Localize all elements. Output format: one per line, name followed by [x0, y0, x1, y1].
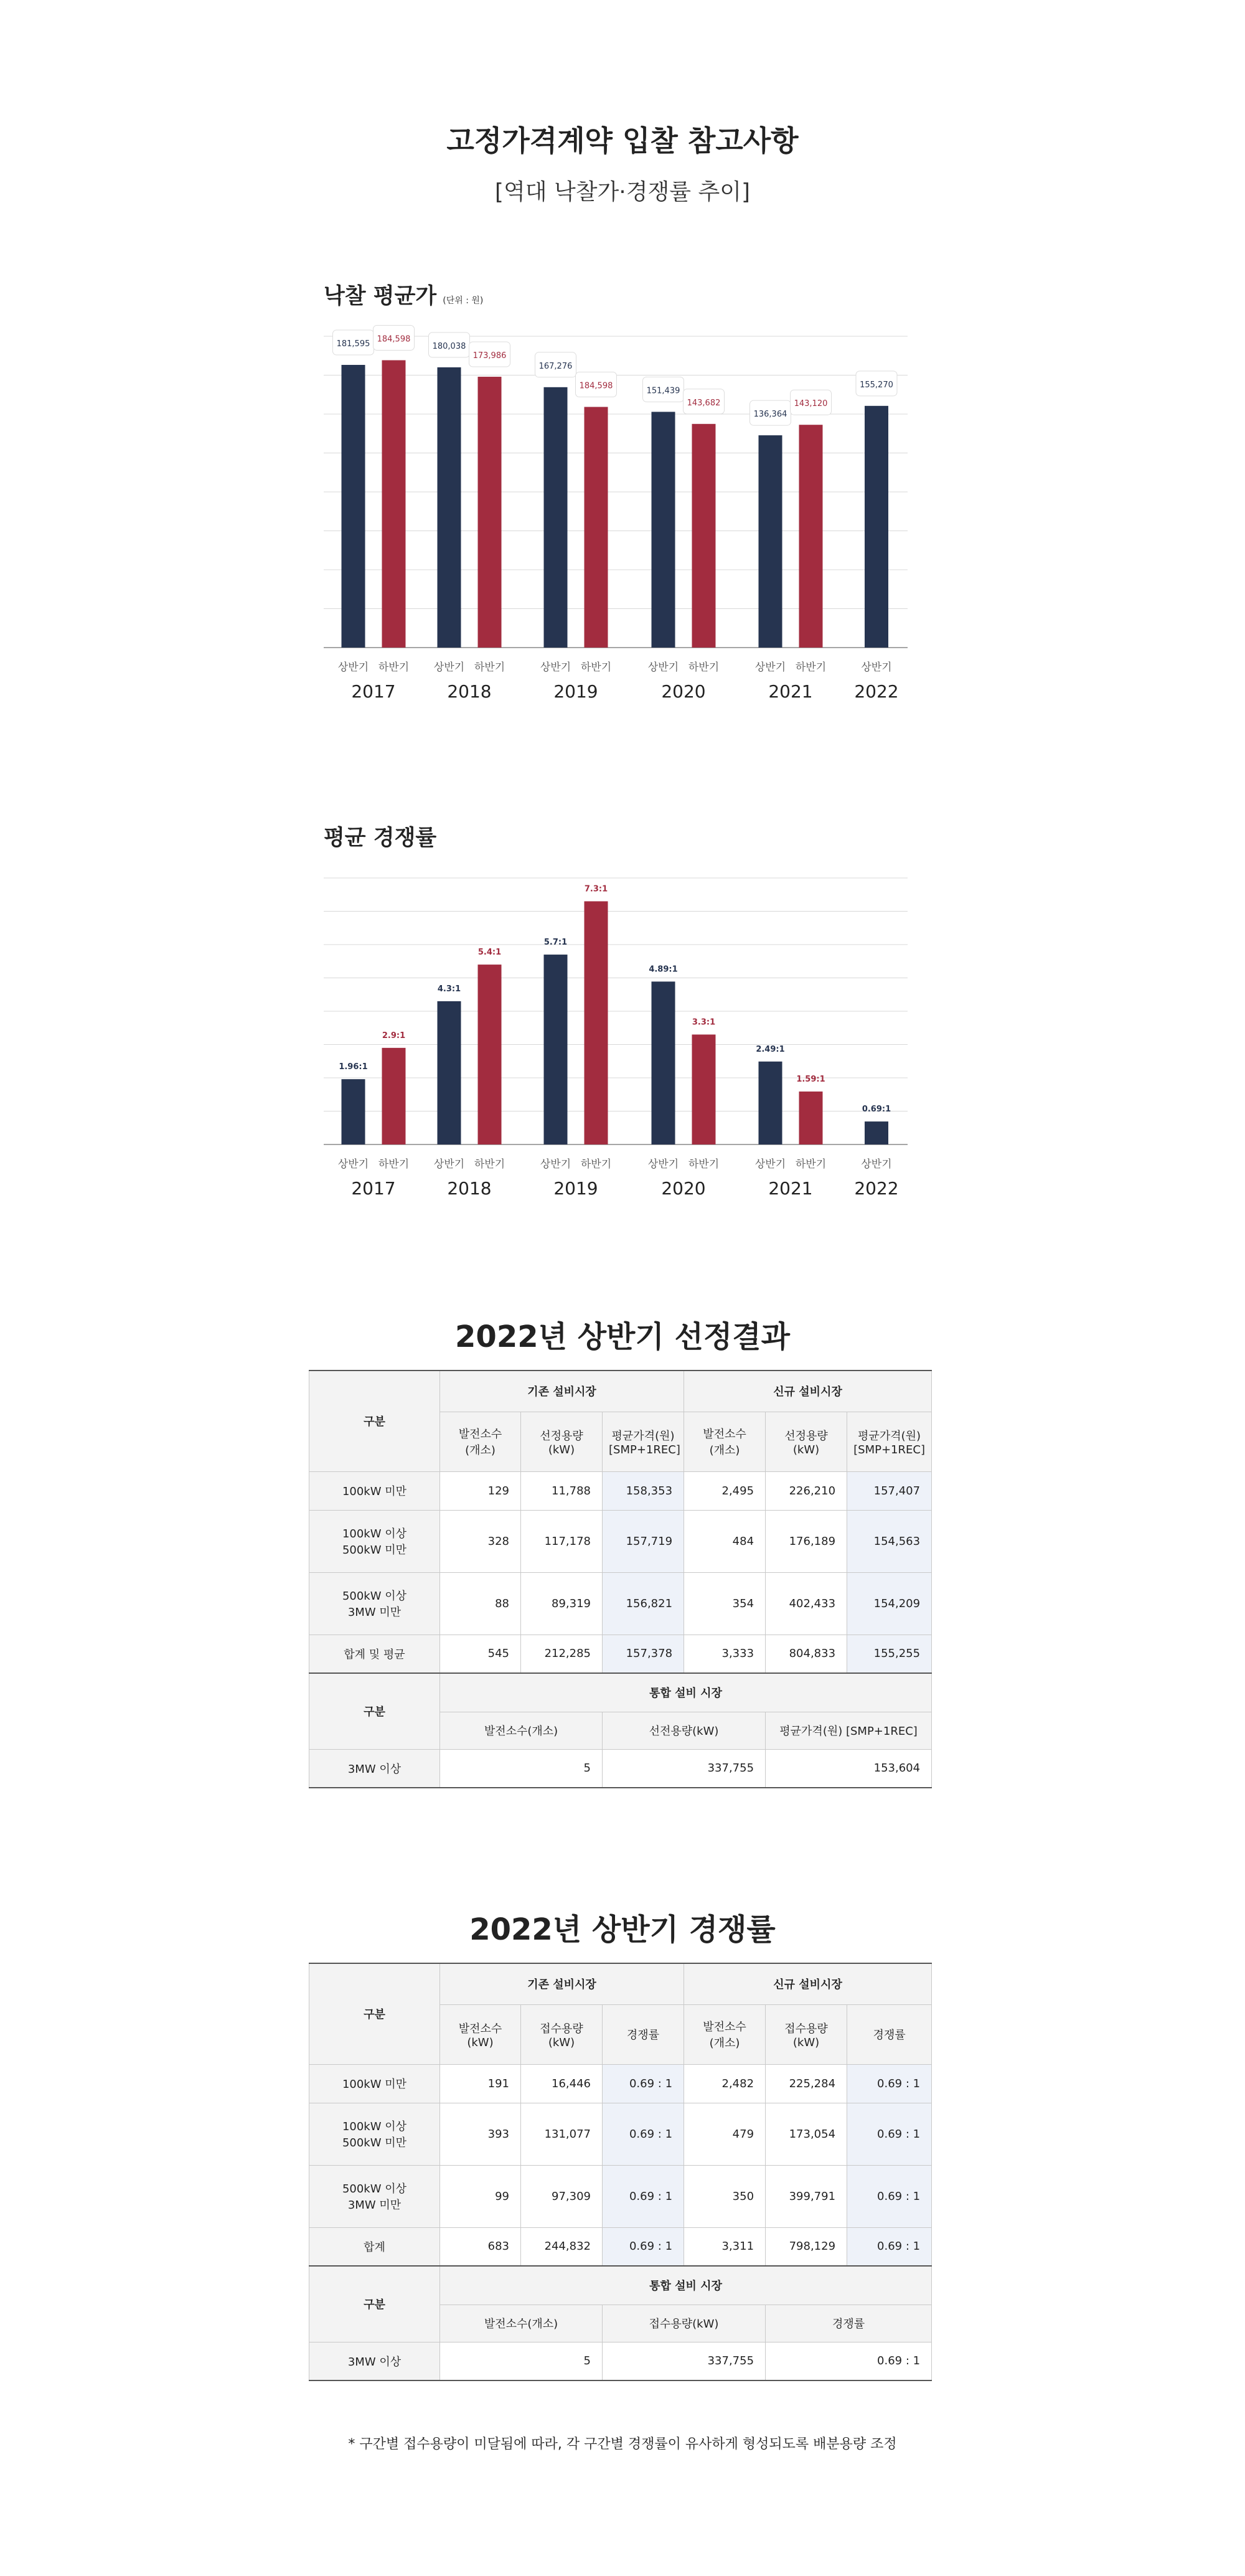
chart1-title: 낙찰 평균가 (단위 : 원): [324, 284, 484, 309]
row-label: 100kW 미만: [309, 2064, 440, 2103]
value-cell: 354: [684, 1572, 766, 1635]
half-tick-label: 하반기: [688, 661, 720, 674]
half-tick-label: 상반기: [433, 661, 465, 674]
year-tick-label: 2018: [447, 1178, 492, 1199]
chart2-title: 평균 경쟁률: [324, 826, 437, 851]
table-row: [309, 1635, 932, 1673]
table-row: [309, 2342, 932, 2380]
half-tick-label: 상반기: [647, 1158, 679, 1171]
value-cell: 3,311: [684, 2227, 766, 2266]
value-cell: 157,719: [603, 1510, 684, 1572]
half-tick-label: 상반기: [754, 661, 786, 674]
group-header-integrated: 통합 설비 시장: [440, 2266, 932, 2305]
data-label: 3.3:1: [692, 1017, 716, 1027]
value-cell: 244,832: [521, 2227, 603, 2266]
value-cell: 0.69 : 1: [847, 2103, 932, 2165]
value-cell: 402,433: [766, 1572, 847, 1635]
bar-2019-h2: [585, 407, 608, 648]
value-cell: 129: [440, 1471, 521, 1510]
bar-2019-h2: [585, 901, 608, 1144]
bar-2021-h2: [799, 425, 823, 648]
group-header-existing: 기존 설비시장: [440, 1371, 684, 1412]
value-cell: 328: [440, 1510, 521, 1572]
year-tick-label: 2021: [768, 1178, 813, 1199]
selection-result-table: [309, 1370, 932, 1788]
column-header: 평균가격(원) [SMP+1REC]: [847, 1412, 932, 1471]
half-tick-label: 상반기: [540, 661, 571, 674]
group-header-new: 신규 설비시장: [684, 1371, 932, 1412]
year-tick-label: 2017: [351, 1178, 396, 1199]
half-tick-label: 상반기: [433, 1158, 465, 1171]
group-header-new: 신규 설비시장: [684, 1963, 932, 2004]
bar-2020-h1: [652, 981, 675, 1144]
value-cell: 545: [440, 1635, 521, 1673]
half-tick-label: 하반기: [474, 661, 505, 674]
value-cell: 350: [684, 2165, 766, 2227]
chart1-unit: (단위 : 원): [443, 296, 484, 306]
value-cell: 117,178: [521, 1510, 603, 1572]
row-label: 합계: [309, 2227, 440, 2266]
data-label: 4.3:1: [437, 984, 461, 994]
data-label: 184,598: [377, 334, 411, 344]
value-cell: 0.69 : 1: [603, 2103, 684, 2165]
half-tick-label: 하반기: [474, 1158, 505, 1171]
half-tick-label: 상반기: [861, 1158, 892, 1171]
bar-2021-h1: [759, 435, 782, 648]
data-label: 2.9:1: [382, 1031, 406, 1040]
column-header: 선정용량 (kW): [521, 1412, 603, 1471]
row-label: 3MW 이상: [309, 1749, 440, 1788]
column-header: 발전소수(개소): [440, 1712, 603, 1749]
value-cell: 337,755: [603, 2342, 766, 2380]
bar-2018-h1: [438, 1001, 461, 1144]
value-cell: 157,378: [603, 1635, 684, 1673]
year-tick-label: 2020: [661, 1178, 706, 1199]
value-cell: 804,833: [766, 1635, 847, 1673]
bar-2019-h1: [544, 387, 568, 648]
page-title: 고정가격계약 입찰 참고사항: [446, 124, 799, 158]
row-label: 100kW 이상 500kW 미만: [309, 2103, 440, 2165]
page-subtitle: [역대 낙찰가·경쟁률 추이]: [494, 179, 751, 205]
table-row: [309, 1963, 932, 2004]
half-tick-label: 하반기: [378, 1158, 410, 1171]
value-cell: 16,446: [521, 2064, 603, 2103]
data-label: 136,364: [753, 410, 787, 420]
table-row: [309, 2165, 932, 2227]
value-cell: 3,333: [684, 1635, 766, 1673]
value-cell: 0.69 : 1: [603, 2064, 684, 2103]
value-cell: 191: [440, 2064, 521, 2103]
value-cell: 154,563: [847, 1510, 932, 1572]
value-cell: 154,209: [847, 1572, 932, 1635]
value-cell: 479: [684, 2103, 766, 2165]
bar-2019-h1: [544, 955, 568, 1144]
column-header: 평균가격(원) [SMP+1REC]: [766, 1712, 932, 1749]
row-label: 3MW 이상: [309, 2342, 440, 2380]
value-cell: 0.69 : 1: [847, 2227, 932, 2266]
bar-2022-h1: [865, 1121, 888, 1144]
column-header: 접수용량(kW): [603, 2305, 766, 2342]
year-tick-label: 2022: [854, 1178, 899, 1199]
value-cell: 153,604: [766, 1749, 932, 1788]
data-label: 1.59:1: [796, 1074, 825, 1084]
bar-2017-h1: [342, 365, 365, 648]
value-cell: 0.69 : 1: [847, 2165, 932, 2227]
bar-2017-h2: [382, 1048, 406, 1144]
value-cell: 99: [440, 2165, 521, 2227]
price-bar-chart: [0, 311, 1245, 716]
row-label: 100kW 이상 500kW 미만: [309, 1510, 440, 1572]
value-cell: 5: [440, 2342, 603, 2380]
value-cell: 89,319: [521, 1572, 603, 1635]
bar-2020-h1: [652, 412, 675, 648]
value-cell: 176,189: [766, 1510, 847, 1572]
bar-2017-h1: [342, 1079, 365, 1144]
half-tick-label: 하반기: [688, 1158, 720, 1171]
column-header: 경쟁률: [766, 2305, 932, 2342]
data-label: 151,439: [646, 386, 680, 396]
column-header: 선전용량(kW): [603, 1712, 766, 1749]
value-cell: 2,482: [684, 2064, 766, 2103]
data-label: 167,276: [538, 361, 573, 371]
value-cell: 155,255: [847, 1635, 932, 1673]
column-header: 발전소수(개소): [440, 2305, 603, 2342]
value-cell: 0.69 : 1: [766, 2342, 932, 2380]
bar-2022-h1: [865, 406, 888, 648]
year-tick-label: 2019: [553, 1178, 598, 1199]
data-label: 5.4:1: [477, 948, 502, 958]
row-label: 합계 및 평균: [309, 1635, 440, 1673]
data-label: 0.69:1: [862, 1105, 891, 1115]
column-header: 발전소수 (kW): [440, 2004, 521, 2064]
bar-2017-h2: [382, 361, 406, 648]
row-header: 구분: [309, 1371, 440, 1471]
value-cell: 393: [440, 2103, 521, 2165]
row-header: 구분: [309, 1963, 440, 2064]
row-label: 100kW 미만: [309, 1471, 440, 1510]
table-row: [309, 1749, 932, 1788]
value-cell: 157,407: [847, 1471, 932, 1510]
year-tick-label: 2018: [447, 681, 492, 702]
row-header: 구분: [309, 1673, 440, 1749]
half-tick-label: 상반기: [647, 661, 679, 674]
value-cell: 798,129: [766, 2227, 847, 2266]
value-cell: 484: [684, 1510, 766, 1572]
competition-bar-chart: [0, 859, 1245, 1214]
data-label: 7.3:1: [584, 884, 608, 894]
table-row: [309, 2103, 932, 2165]
half-tick-label: 상반기: [754, 1158, 786, 1171]
table-row: [309, 2266, 932, 2305]
half-tick-label: 하반기: [378, 661, 410, 674]
year-tick-label: 2022: [854, 681, 899, 702]
value-cell: 212,285: [521, 1635, 603, 1673]
data-label: 4.89:1: [649, 965, 678, 974]
bar-2020-h2: [692, 424, 716, 648]
bar-2018-h2: [478, 965, 502, 1144]
value-cell: 5: [440, 1749, 603, 1788]
bar-2021-h1: [759, 1062, 782, 1144]
bar-2018-h1: [438, 367, 461, 648]
table-row: [309, 1471, 932, 1510]
column-header: 발전소수 (개소): [440, 1412, 521, 1471]
value-cell: 97,309: [521, 2165, 603, 2227]
column-header: 발전소수 (개소): [684, 1412, 766, 1471]
half-tick-label: 상반기: [540, 1158, 571, 1171]
data-label: 181,595: [336, 339, 370, 349]
group-header-integrated: 통합 설비 시장: [440, 1673, 932, 1712]
data-label: 1.96:1: [339, 1062, 368, 1072]
table-row: [309, 2227, 932, 2266]
data-label: 2.49:1: [756, 1044, 785, 1054]
row-label: 500kW 이상 3MW 미만: [309, 1572, 440, 1635]
row-label: 500kW 이상 3MW 미만: [309, 2165, 440, 2227]
value-cell: 683: [440, 2227, 521, 2266]
value-cell: 0.69 : 1: [603, 2165, 684, 2227]
value-cell: 2,495: [684, 1471, 766, 1510]
value-cell: 225,284: [766, 2064, 847, 2103]
value-cell: 88: [440, 1572, 521, 1635]
half-tick-label: 하반기: [795, 1158, 827, 1171]
data-label: 180,038: [432, 341, 466, 351]
column-header: 선정용량 (kW): [766, 1412, 847, 1471]
data-label: 184,598: [579, 381, 613, 391]
table-row: [309, 1371, 932, 1412]
table-row: [309, 1510, 932, 1572]
half-tick-label: 하반기: [795, 661, 827, 674]
table-row: [309, 2064, 932, 2103]
column-header: 경쟁률: [847, 2004, 932, 2064]
value-cell: 0.69 : 1: [603, 2227, 684, 2266]
value-cell: 399,791: [766, 2165, 847, 2227]
value-cell: 226,210: [766, 1471, 847, 1510]
year-tick-label: 2017: [351, 681, 396, 702]
value-cell: 156,821: [603, 1572, 684, 1635]
value-cell: 11,788: [521, 1471, 603, 1510]
data-label: 143,682: [687, 398, 721, 408]
half-tick-label: 하반기: [580, 1158, 612, 1171]
table-row: [309, 1673, 932, 1712]
bar-2018-h2: [478, 377, 502, 648]
footnote: * 구간별 접수용량이 미달됨에 따라, 각 구간별 경쟁률이 유사하게 형성되도록 배분용량 조정: [348, 2437, 897, 2452]
table2-title: 2022년 상반기 경쟁률: [469, 1912, 776, 1947]
column-header: 발전소수 (개소): [684, 2004, 766, 2064]
row-header: 구분: [309, 2266, 440, 2342]
value-cell: 173,054: [766, 2103, 847, 2165]
group-header-existing: 기존 설비시장: [440, 1963, 684, 2004]
year-tick-label: 2021: [768, 681, 813, 702]
value-cell: 337,755: [603, 1749, 766, 1788]
table1-title: 2022년 상반기 선정결과: [455, 1319, 790, 1354]
data-label: 143,120: [794, 399, 828, 409]
year-tick-label: 2020: [661, 681, 706, 702]
half-tick-label: 하반기: [580, 661, 612, 674]
column-header: 접수용량 (kW): [766, 2004, 847, 2064]
value-cell: 0.69 : 1: [847, 2064, 932, 2103]
value-cell: 158,353: [603, 1471, 684, 1510]
half-tick-label: 상반기: [337, 1158, 369, 1171]
table-row: [309, 1572, 932, 1635]
half-tick-label: 상반기: [337, 661, 369, 674]
year-tick-label: 2019: [553, 681, 598, 702]
competition-table: [309, 1963, 932, 2381]
column-header: 평균가격(원) [SMP+1REC]: [603, 1412, 684, 1471]
data-label: 155,270: [860, 380, 893, 390]
half-tick-label: 상반기: [861, 661, 892, 674]
column-header: 경쟁률: [603, 2004, 684, 2064]
data-label: 173,986: [472, 351, 507, 361]
bar-2021-h2: [799, 1092, 823, 1144]
bar-2020-h2: [692, 1034, 716, 1144]
value-cell: 131,077: [521, 2103, 603, 2165]
column-header: 접수용량 (kW): [521, 2004, 603, 2064]
data-label: 5.7:1: [543, 938, 568, 948]
